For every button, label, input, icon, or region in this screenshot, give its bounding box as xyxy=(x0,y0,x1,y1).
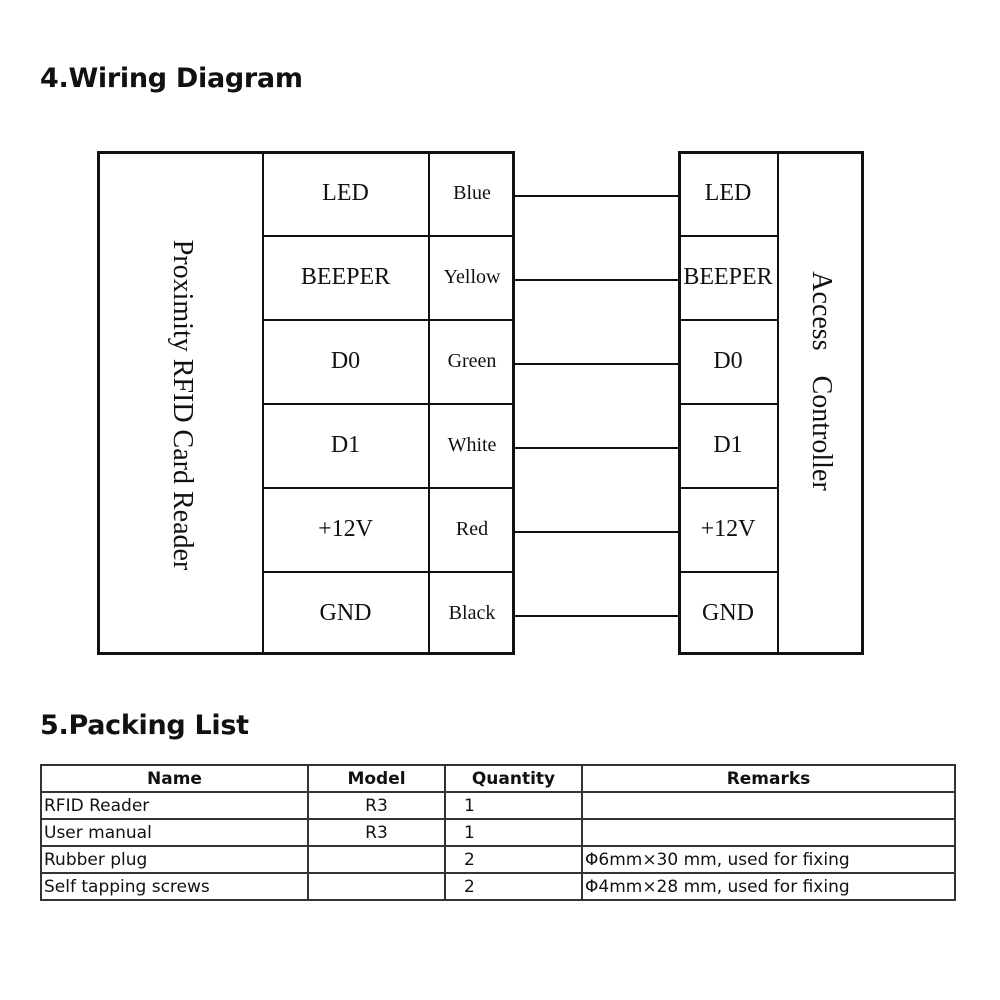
cell-name: Rubber plug xyxy=(41,846,308,873)
cell-remarks xyxy=(582,819,955,846)
reader-signal-label: +12V xyxy=(318,515,373,542)
wire-color-label: Red xyxy=(455,517,489,540)
controller-signal-label: BEEPER xyxy=(683,263,773,290)
wire-color-label: Green xyxy=(447,349,497,372)
wire-line xyxy=(515,615,678,617)
cell-model xyxy=(308,846,445,873)
wire-line xyxy=(515,531,678,533)
reader-device-label: Proximity RFID Card Reader xyxy=(167,239,198,571)
wiring-diagram xyxy=(97,151,864,655)
table-row xyxy=(41,792,955,819)
cell-quantity: 2 xyxy=(445,873,582,900)
wire-color-label: Blue xyxy=(453,181,491,204)
wire-line xyxy=(515,447,678,449)
cell-model: R3 xyxy=(308,792,445,819)
reader-signal-label: BEEPER xyxy=(300,263,391,290)
header-name: Name xyxy=(41,765,308,792)
header-remarks: Remarks xyxy=(582,765,955,792)
reader-signal-label: GND xyxy=(319,599,372,626)
table-header-row xyxy=(41,765,955,792)
controller-signal-label: D0 xyxy=(713,347,743,374)
cell-remarks: Φ6mm×30 mm, used for fixing xyxy=(582,846,955,873)
controller-signal-label: D1 xyxy=(713,431,743,458)
controller-signal-label: +12V xyxy=(700,515,756,542)
controller-signal-label: GND xyxy=(702,599,754,626)
wire-line xyxy=(515,279,678,281)
controller-divider xyxy=(777,151,779,655)
wire-color-label: White xyxy=(447,433,497,456)
cell-quantity: 2 xyxy=(445,846,582,873)
cell-model: R3 xyxy=(308,819,445,846)
table-row xyxy=(41,873,955,900)
wire-line xyxy=(515,195,678,197)
cell-remarks: Φ4mm×28 mm, used for fixing xyxy=(582,873,955,900)
reader-signal-label: D0 xyxy=(330,347,361,374)
wiring-diagram-heading: 4.Wiring Diagram xyxy=(40,63,303,94)
cell-remarks xyxy=(582,792,955,819)
wire-color-label: Black xyxy=(448,601,496,624)
wire-line xyxy=(515,363,678,365)
cell-model xyxy=(308,873,445,900)
reader-signal-label: LED xyxy=(322,179,369,206)
packing-list-table xyxy=(40,764,956,901)
reader-signal-label: D1 xyxy=(330,431,361,458)
wire-color-label: Yellow xyxy=(443,265,501,288)
controller-device-label: Access Controller xyxy=(806,271,837,491)
cell-quantity: 1 xyxy=(445,819,582,846)
cell-name: User manual xyxy=(41,819,308,846)
cell-quantity: 1 xyxy=(445,792,582,819)
cell-name: RFID Reader xyxy=(41,792,308,819)
header-model: Model xyxy=(308,765,445,792)
header-quantity: Quantity xyxy=(445,765,582,792)
packing-list-heading: 5.Packing List xyxy=(40,710,249,741)
table-row xyxy=(41,819,955,846)
controller-signal-label: LED xyxy=(704,179,752,206)
cell-name: Self tapping screws xyxy=(41,873,308,900)
table-row xyxy=(41,846,955,873)
